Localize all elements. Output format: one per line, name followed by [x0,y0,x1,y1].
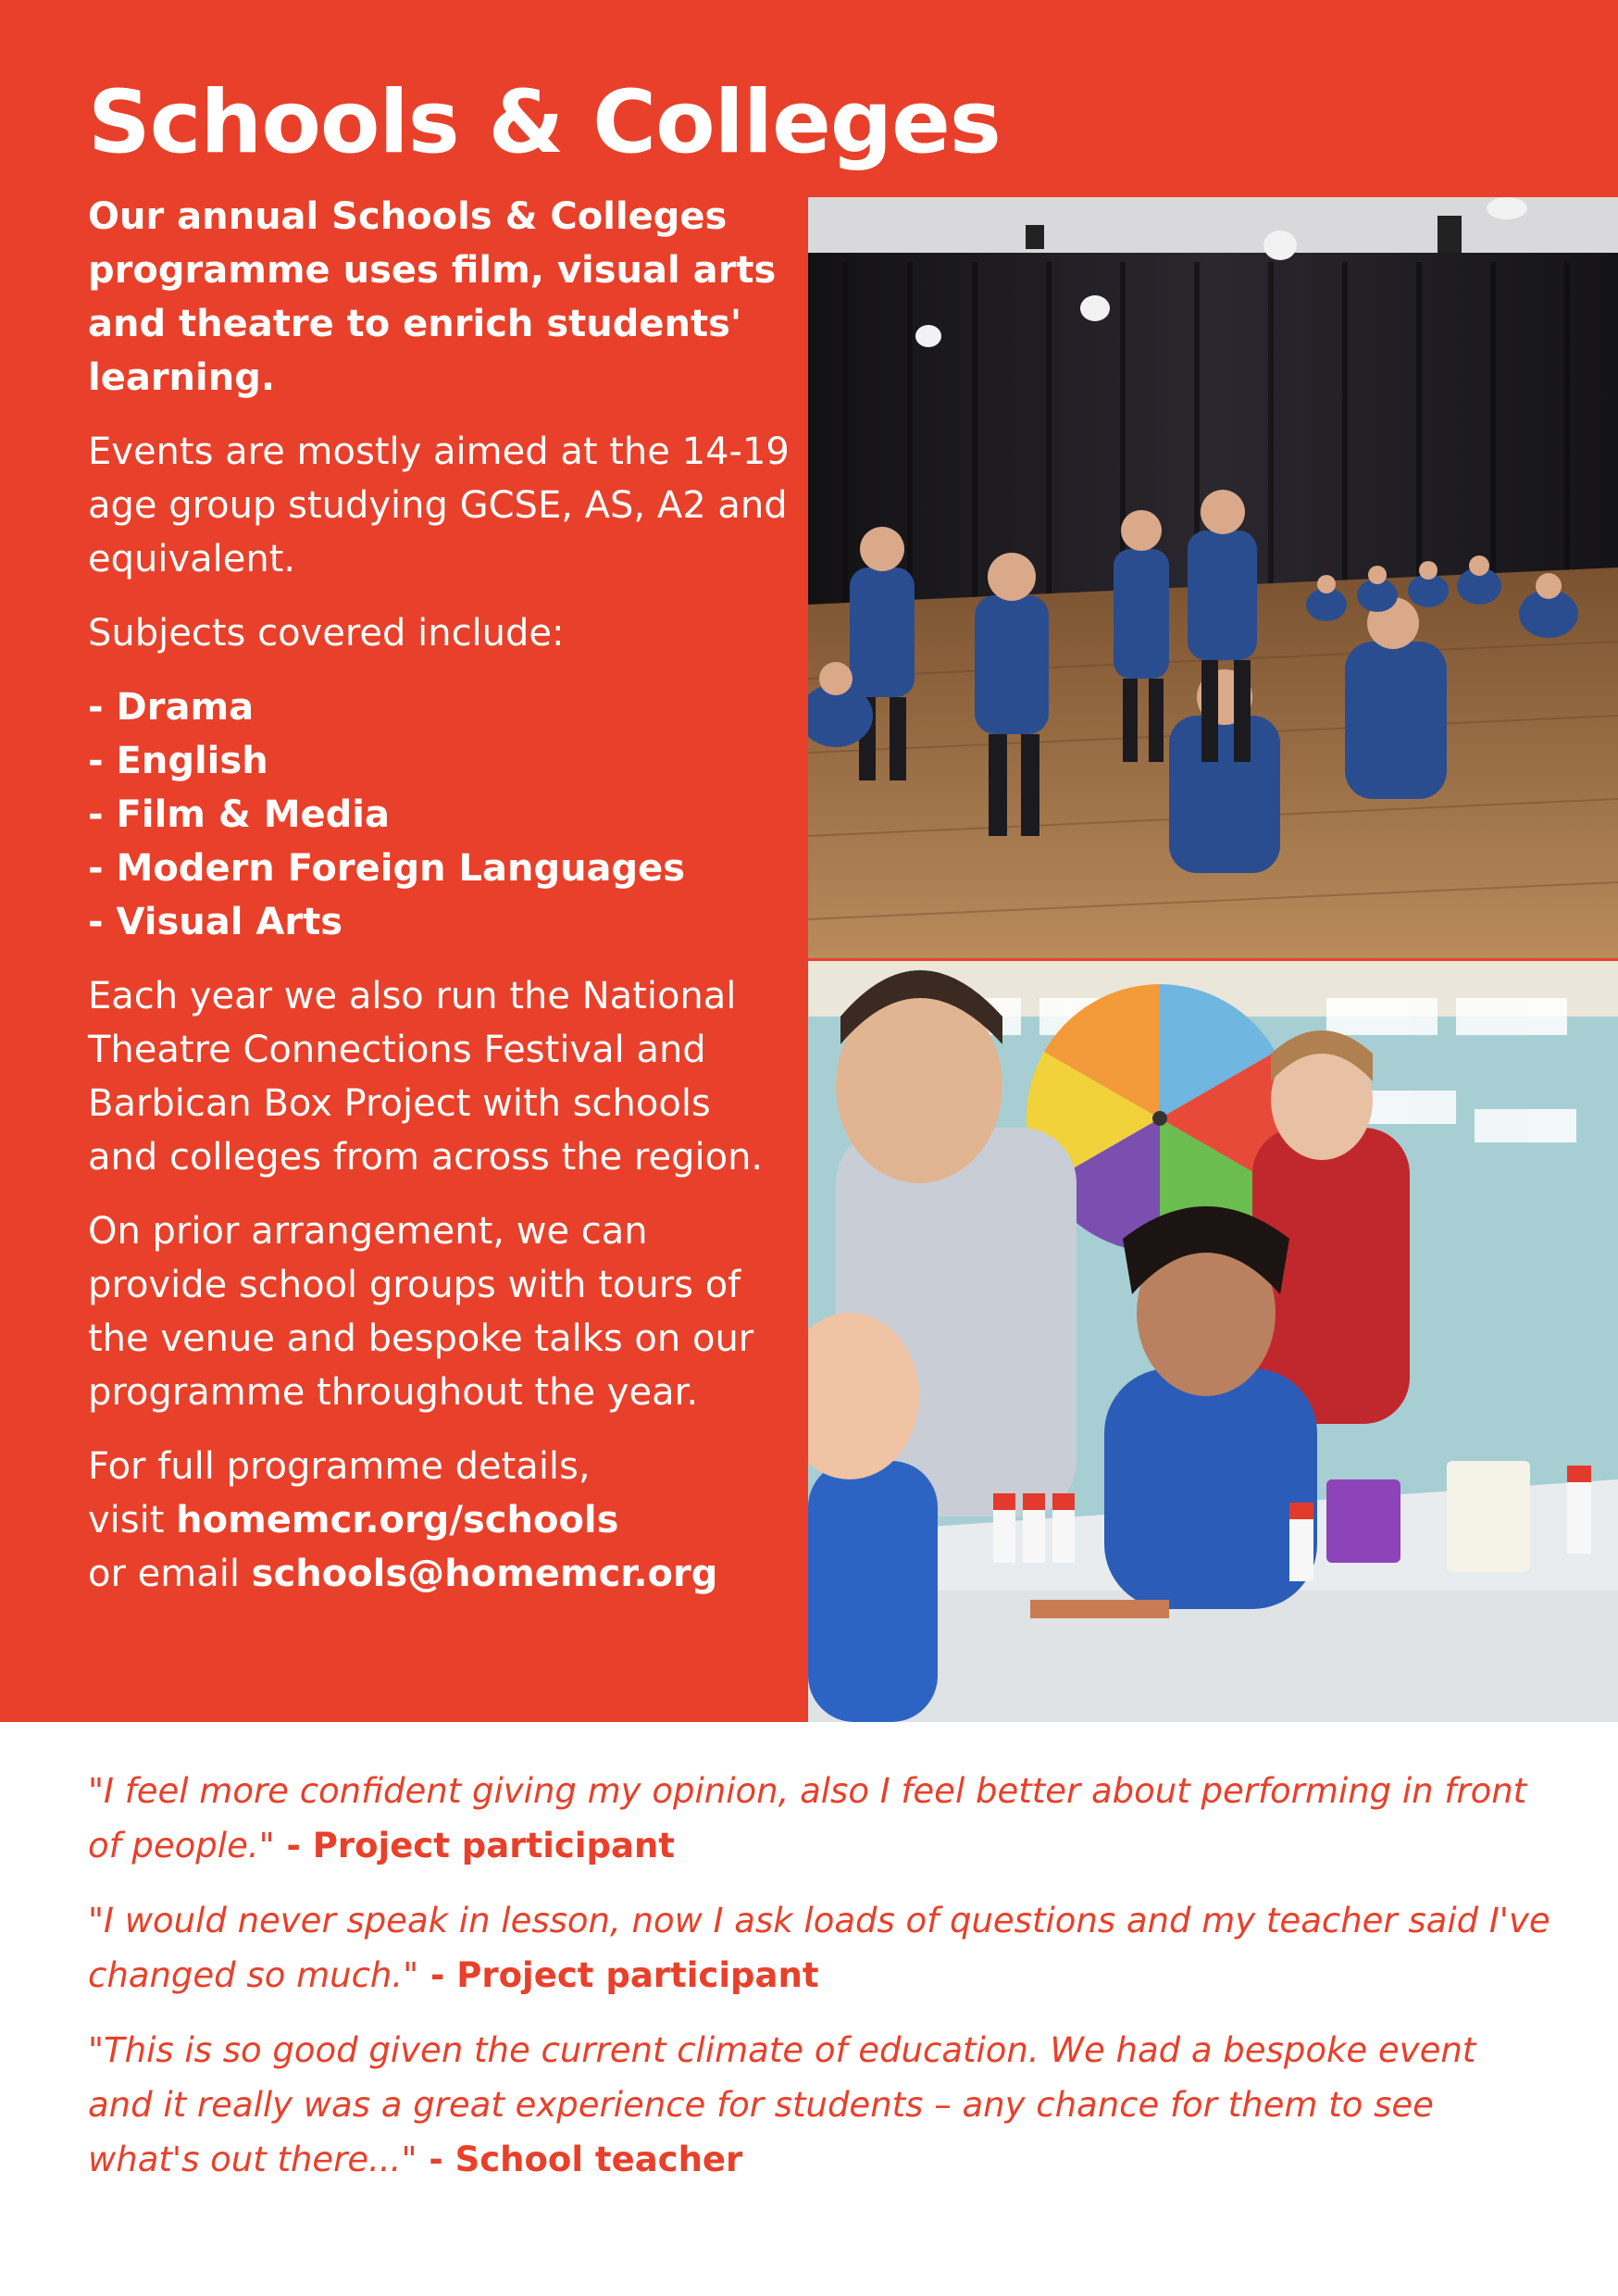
testimonial [88,1764,1550,1873]
intro-column [88,190,791,1601]
subject-item: - Drama [88,686,255,729]
tours-text: On prior arrangement, we can provide school groups with tours of the venue and bespoke talks on our programme throughout the year. [88,1210,754,1414]
testimonial [88,2023,1550,2187]
subject-list [88,680,791,949]
testimonial [88,1893,1550,2003]
subject-item: - Film & Media [88,793,390,836]
drama-workshop-photo [808,197,1618,958]
intro-text: Our annual Schools & Colleges programme uses film, visual arts and theatre to enrich students' learning. [88,195,777,399]
contact-block [88,1440,791,1601]
subject-item: - Modern Foreign Languages [88,847,686,890]
quote-text: "I would never speak in lesson, now I ask loads of questions and my teacher said I've changed so much." [88,1901,1550,1995]
contact-line-2 [88,1493,791,1547]
quote-attribution: - Project participant [274,1826,675,1866]
email-prefix: or email [88,1553,252,1595]
visit-prefix: visit [88,1499,177,1541]
subject-item: - English [88,740,268,782]
subjects-heading: Subjects covered include: [88,612,565,655]
contact-line-3 [88,1547,791,1601]
age-group-text: Events are mostly aimed at the 14-19 age group studying GCSE, AS, A2 and equivalent. [88,430,790,580]
classroom-arts-photo [808,961,1618,1722]
subject-item: - Visual Arts [88,901,343,943]
quote-attribution: - Project participant [418,1955,819,1995]
email-link[interactable]: schools@homemcr.org [251,1553,718,1595]
quote-attribution: - School teacher [417,2140,743,2179]
page-title: Schools & Colleges [88,72,1001,173]
festival-text: Each year we also run the National Theatre Connections Festival and Barbican Box Project with schools and colleges from across the region. [88,975,764,1179]
quote-text: "This is so good given the current climate of education. We had a bespoke event and it really was a great experience for students – any chance for them to see what's out there..." [88,2030,1476,2179]
quote-text: "I feel more confident giving my opinion, also I feel better about performing in front of people." [88,1771,1527,1866]
website-link[interactable]: homemcr.org/schools [176,1499,619,1541]
testimonials [88,1764,1550,2207]
contact-line-1: For full programme details, [88,1445,591,1488]
